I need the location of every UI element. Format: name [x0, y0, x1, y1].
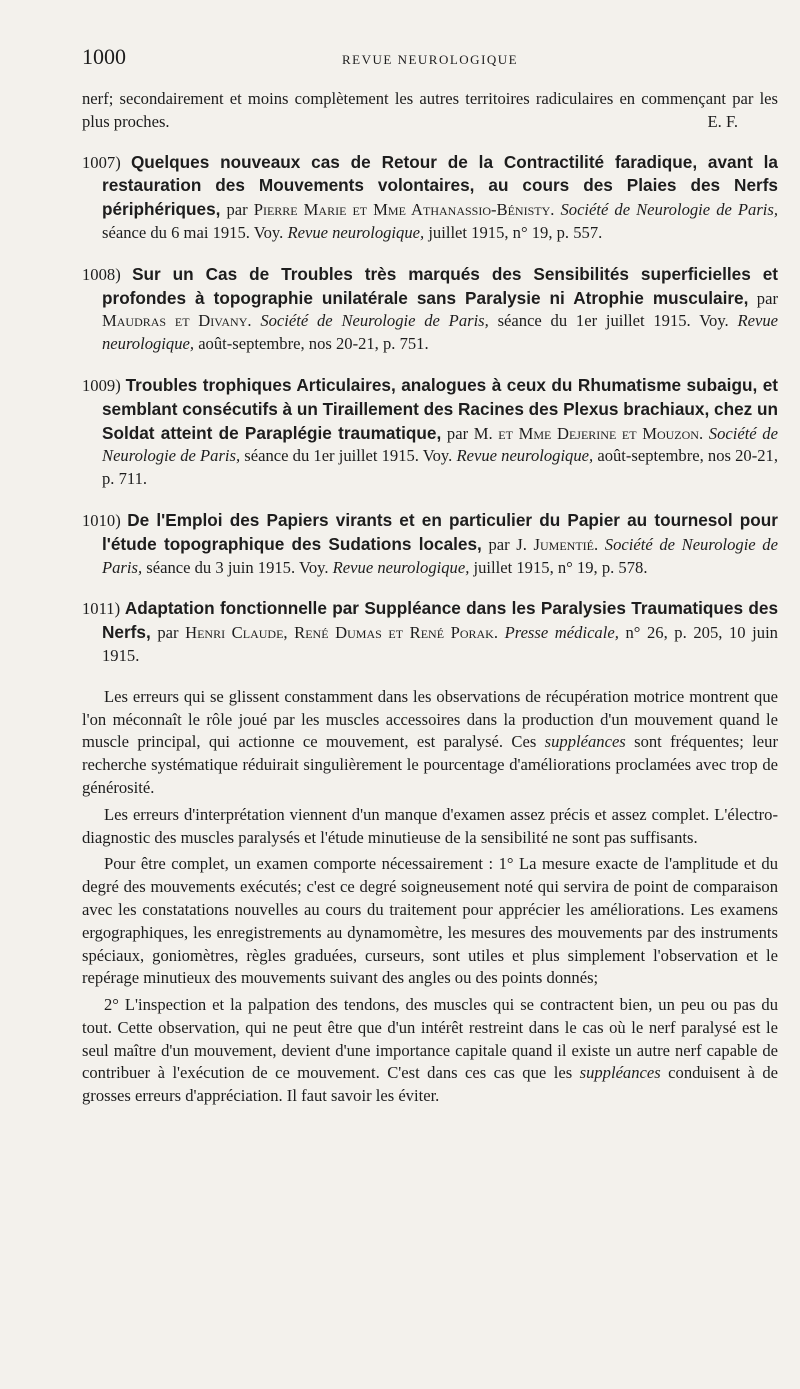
entry-number: 1011) [82, 599, 121, 619]
entry-title: Troubles trophiques Articulaires, analogues à ceux du Rhumatisme subaigu, et semblant consécutifs à un Tiraillement des Racines des Plexus brachiaux, chez un Soldat atteint de Paraplégie traumatique, [102, 374, 778, 443]
entry-title: Sur un Cas de Troubles très marqués des Sensibilités superficielles et profondes à topographie unilatérale sans Paralysie ni Atrophie musculaire, [102, 263, 779, 308]
continuation-paragraph [82, 88, 778, 134]
body-paragraph: Les erreurs d'interprétation viennent d'un manque d'examen assez précis et assez complet. L'électro-diagnostic des muscles paralysés et l'étude minutieuse de la sensibilité ne sont pas suffisants. [82, 804, 778, 847]
body-paragraph: Les erreurs qui se glissent constamment dans les observations de récupération motrice montrent que l'on méconnaît le rôle joué par les muscles accessoires dans la production d'un mouvement quand le muscle principal, qui actionne ce mouvement, est paralysé. Ces suppléances sont fréquentes; leur recherche systématique réduirait singulièrement le pourcentage d'améliorations proclamées avec trop de générosité. [82, 686, 778, 797]
entry-1007 [82, 151, 778, 245]
entry-journal: Revue neurologique, [287, 222, 425, 242]
entry-1009 [82, 374, 778, 491]
entry-meeting: n° 26, p. 205, 10 juin 1915. [102, 623, 778, 665]
entry-authors: Henri Claude, René Dumas et René Porak. [185, 623, 498, 643]
entry-number: 1009) [82, 375, 121, 395]
body-paragraph: Pour être complet, un examen comporte nécessairement : 1° La mesure exacte de l'amplitude et du degré des mouvements exécutés; c'est ce degré soigneusement noté qui servira de point de comparaison avec les constatations nouvelles au cours du traitement pour apprécier les améliorations. Les examens ergographiques, les enregistrements au dynamomètre, les mesures des mouvements par des instruments spéciaux, goniomètres, règles graduées, curseurs, sont utiles et plus simplement l'observation et le repérage minutieux des mouvements suivant des angles ou des points donnés; [82, 854, 778, 988]
emphasis: suppléances [544, 732, 626, 752]
emphasis: suppléances [579, 1063, 661, 1083]
entry-by: par [157, 623, 179, 643]
entry-by: par [756, 288, 778, 308]
entry-title: Adaptation fonctionnelle par Suppléance dans les Paralysies Traumatiques des Nerfs, [102, 598, 778, 643]
abstract-body [82, 686, 778, 1108]
entry-voy: Voy. [422, 446, 453, 466]
entry-number: 1008) [82, 264, 121, 284]
entry-society: Société de Neurologie de Paris, [102, 423, 778, 466]
entry-meeting: séance du 6 mai 1915. [102, 222, 250, 242]
entry-journal: Revue neurologique, [332, 557, 470, 577]
entry-journal: Revue neurologique, [102, 311, 779, 354]
entry-society: Presse médicale, [504, 623, 619, 643]
entry-authors: Pierre Marie et Mme Athanassio-Bénisty. [253, 200, 555, 220]
entry-voy: Voy. [253, 222, 284, 242]
entry-1008 [82, 263, 778, 356]
entry-voy: Voy. [298, 557, 329, 577]
entry-title: Quelques nouveaux cas de Retour de la Contractilité faradique, avant la restauration des Mouvements volontaires, au cours des Plaies des Nerfs périphériques, [102, 151, 778, 220]
signature: E. F. [707, 111, 738, 131]
entry-meeting: séance du 3 juin 1915. [146, 557, 296, 577]
entry-society: Société de Neurologie de Paris, [260, 311, 489, 331]
entry-authors: Maudras et Divany. [102, 311, 252, 331]
continuation-text: nerf; secondairement et moins complètement les autres territoires radiculaires en commençant par les plus proches. [82, 89, 778, 131]
entry-ref: août-septembre, nos 20-21, p. 711. [102, 446, 778, 489]
page-number: 1000 [82, 44, 126, 69]
running-title: REVUE NEUROLOGIQUE [342, 52, 519, 67]
entry-meeting: séance du 1er juillet 1915. [497, 311, 691, 331]
entry-by: par [226, 200, 248, 220]
entry-society: Société de Neurologie de Paris, [102, 534, 778, 577]
body-paragraph: 2° L'inspection et la palpation des tendons, des muscles qui se contractent bien, un peu ou pas du tout. Cette observation, qui ne peut être que d'un intérêt restreint dans le cas où le nerf paralysé est le seul maître d'un mouvement, devient d'une importance capitale quand il existe un autre nerf capable de contribuer à l'exécution de ce mouvement. C'est dans ces cas que les suppléances conduisent à de grosses erreurs d'appréciation. Il faut savoir les éviter. [82, 995, 778, 1106]
entry-title: De l'Emploi des Papiers virants et en particulier du Papier au tournesol pour l'étude topographique des Sudations locales, [102, 509, 778, 554]
entry-meeting: séance du 1er juillet 1915. [244, 446, 419, 466]
entry-authors: J. Jumentié. [516, 534, 599, 554]
entry-1011 [82, 597, 778, 667]
entry-by: par [488, 534, 510, 554]
entry-number: 1010) [82, 510, 121, 530]
entry-journal: Revue neurologique, [456, 446, 594, 466]
entry-1010 [82, 509, 778, 579]
entry-ref: juillet 1915, n° 19, p. 557. [428, 222, 603, 242]
entry-authors: M. et Mme Dejerine et Mouzon. [473, 423, 704, 443]
entry-voy: Voy. [699, 311, 729, 331]
entry-ref: août-septembre, nos 20-21, p. 751. [198, 334, 429, 354]
entry-society: Société de Neurologie de Paris, [560, 200, 779, 220]
entry-by: par [446, 423, 469, 443]
entry-number: 1007) [82, 152, 121, 172]
entry-ref: juillet 1915, n° 19, p. 578. [473, 557, 648, 577]
page-header [82, 44, 778, 84]
